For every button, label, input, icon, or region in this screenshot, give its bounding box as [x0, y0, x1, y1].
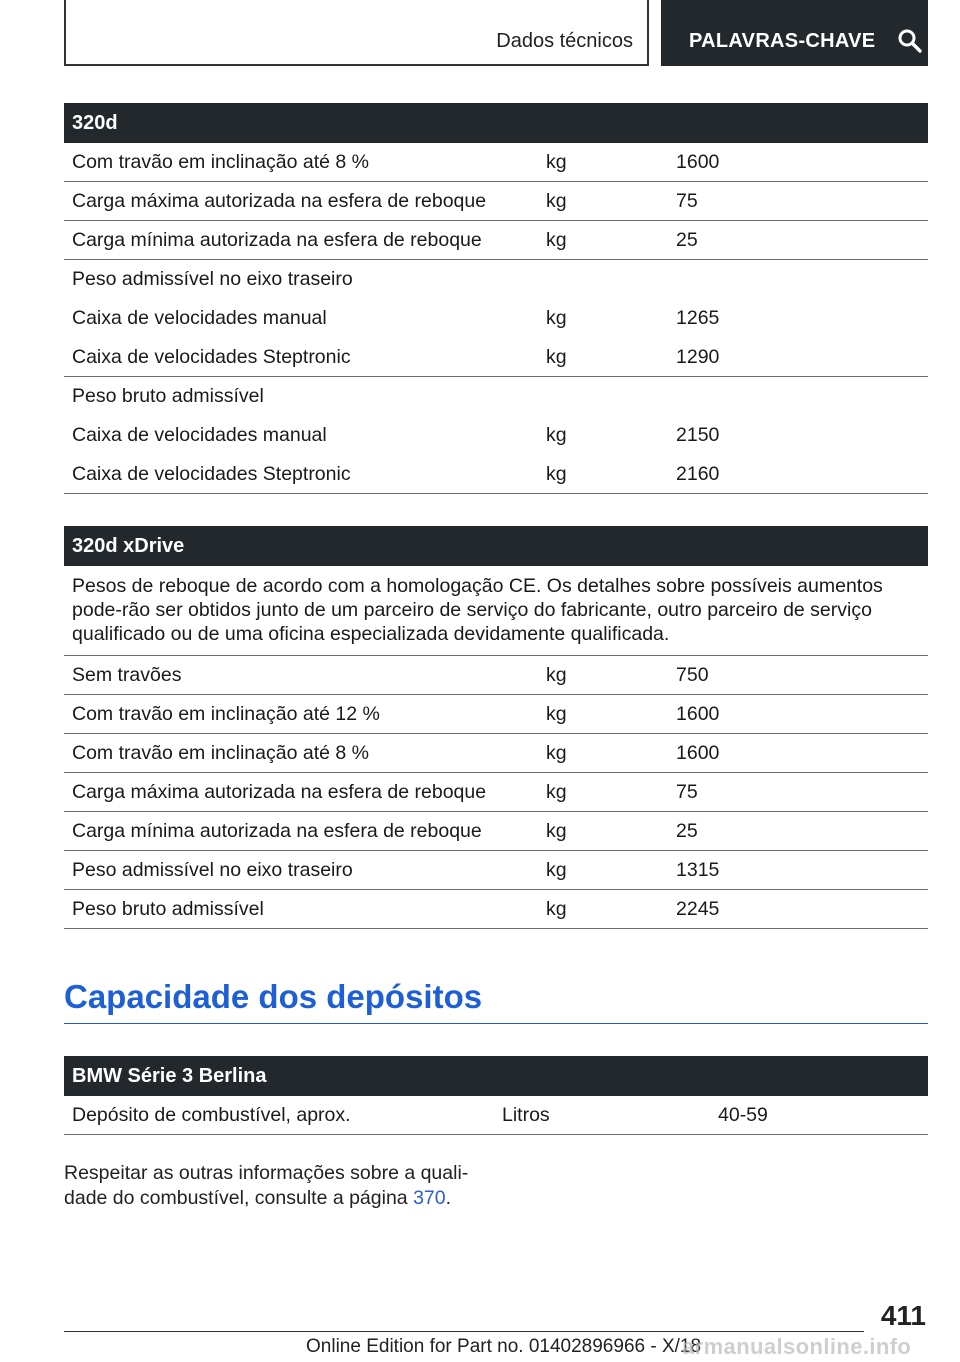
table-body — [64, 143, 928, 494]
row-label: Com travão em inclinação até 8 % — [72, 742, 369, 764]
row-unit: kg — [546, 898, 567, 920]
row-unit: kg — [546, 229, 567, 251]
row-unit: kg — [546, 463, 567, 485]
table-row — [64, 299, 928, 338]
table-title: 320d xDrive — [64, 526, 928, 566]
table-row — [64, 890, 928, 929]
row-value: 25 — [676, 820, 698, 842]
row-label: Peso bruto admissível — [72, 898, 264, 920]
page-number: 411 — [880, 1300, 926, 1331]
search-icon — [897, 28, 923, 54]
row-label: Com travão em inclinação até 8 % — [72, 151, 369, 173]
row-value: 1600 — [676, 151, 720, 173]
row-unit: kg — [546, 307, 567, 329]
row-unit: kg — [546, 742, 567, 764]
table-row — [64, 851, 928, 890]
row-label: Depósito de combustível, aprox. — [72, 1104, 351, 1126]
table-row — [64, 416, 928, 455]
header-section-box — [64, 0, 649, 66]
row-label: Caixa de velocidades manual — [72, 424, 327, 446]
row-value: 2150 — [676, 424, 720, 446]
footer-divider — [64, 1331, 864, 1332]
table-row — [64, 734, 928, 773]
table-row — [64, 143, 928, 182]
table-title: 320d — [64, 103, 928, 143]
fuel-quality-note — [64, 1161, 484, 1211]
table-body — [64, 656, 928, 929]
row-unit: kg — [546, 151, 567, 173]
row-unit: Litros — [502, 1104, 550, 1126]
row-label: Sem travões — [72, 664, 182, 686]
table-row — [64, 338, 928, 377]
edition-info: Online Edition for Part no. 01402896966 - X/18 — [306, 1336, 702, 1357]
row-value: 1600 — [676, 703, 720, 725]
section-name: Dados técnicos — [496, 30, 633, 52]
row-value: 1265 — [676, 307, 720, 329]
row-label: Peso admissível no eixo traseiro — [72, 859, 353, 881]
row-unit: kg — [546, 859, 567, 881]
row-unit: kg — [546, 424, 567, 446]
row-label: Caixa de velocidades Steptronic — [72, 463, 351, 485]
section-title: Capacidade dos depósitos — [64, 978, 928, 1024]
note-text: Respeitar as outras informações sobre a quali‐dade do combustível, consulte a página — [64, 1162, 469, 1209]
row-value: 750 — [676, 664, 709, 686]
row-label: Carga mínima autorizada na esfera de reboque — [72, 820, 482, 842]
row-unit: kg — [546, 346, 567, 368]
table-body — [64, 1096, 928, 1135]
table-tank-capacity — [64, 1056, 928, 1135]
page-reference-link[interactable]: 370 — [413, 1187, 446, 1209]
row-value: 1290 — [676, 346, 720, 368]
row-unit: kg — [546, 703, 567, 725]
row-label: Carga mínima autorizada na esfera de reboque — [72, 229, 482, 251]
row-label: Com travão em inclinação até 12 % — [72, 703, 380, 725]
table-row — [64, 695, 928, 734]
watermark: armanualsonline.info — [682, 1334, 912, 1359]
table-row — [64, 377, 928, 416]
row-value: 2245 — [676, 898, 720, 920]
page-header — [64, 0, 928, 66]
keywords-button[interactable] — [661, 0, 928, 66]
row-label: Caixa de velocidades Steptronic — [72, 346, 351, 368]
table-row — [64, 455, 928, 494]
table-row — [64, 260, 928, 299]
row-value: 1600 — [676, 742, 720, 764]
table-320d — [64, 103, 928, 494]
table-title: BMW Série 3 Berlina — [64, 1056, 928, 1096]
row-unit: kg — [546, 664, 567, 686]
row-value: 40-59 — [718, 1104, 768, 1126]
row-value: 75 — [676, 781, 698, 803]
table-row — [64, 773, 928, 812]
row-value: 75 — [676, 190, 698, 212]
row-label: Peso bruto admissível — [72, 385, 264, 407]
row-label: Caixa de velocidades manual — [72, 307, 327, 329]
table-note: Pesos de reboque de acordo com a homologação CE. Os detalhes sobre possíveis aumentos pode‐rão ser obtidos junto de um parceiro de serviço do fabricante, outro parceiro de serviço qualificado ou de uma oficina especializada devidamente qualificada. — [64, 566, 928, 656]
row-value: 25 — [676, 229, 698, 251]
row-label: Peso admissível no eixo traseiro — [72, 268, 353, 290]
table-row — [64, 656, 928, 695]
table-row — [64, 221, 928, 260]
note-end: . — [445, 1187, 452, 1209]
table-row — [64, 1096, 928, 1135]
table-row — [64, 182, 928, 221]
row-label: Carga máxima autorizada na esfera de reboque — [72, 190, 487, 212]
row-unit: kg — [546, 820, 567, 842]
keywords-button-label: PALAVRAS-CHAVE — [689, 30, 876, 52]
row-unit: kg — [546, 190, 567, 212]
row-unit: kg — [546, 781, 567, 803]
row-label: Carga máxima autorizada na esfera de reboque — [72, 781, 487, 803]
row-value: 2160 — [676, 463, 720, 485]
table-row — [64, 812, 928, 851]
row-value: 1315 — [676, 859, 720, 881]
table-320d-xdrive — [64, 526, 928, 929]
